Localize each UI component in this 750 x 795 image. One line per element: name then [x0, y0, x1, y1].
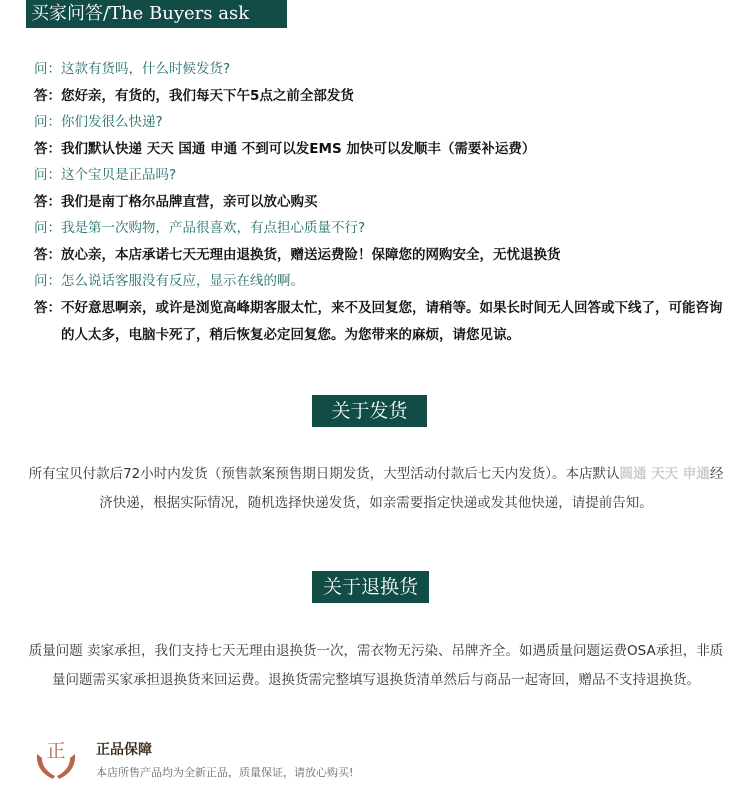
returns-paragraph	[26, 637, 726, 695]
faq-question	[34, 162, 734, 189]
answer-text: 放心亲，本店承诺七天无理由退换货，赠送运费险！保障您的网购安全，无忧退换货	[61, 246, 561, 263]
answer-prefix: 答：	[34, 299, 61, 316]
faq-question	[34, 56, 734, 83]
shipping-title-text: 关于发货	[331, 400, 408, 422]
question-prefix: 问：	[34, 61, 61, 77]
answer-prefix: 答：	[34, 140, 61, 157]
answer-prefix: 答：	[34, 87, 61, 104]
faq-answer	[34, 189, 734, 216]
guarantee-title: 正品保障	[96, 742, 152, 758]
faq-question	[34, 268, 734, 295]
shipping-paragraph	[26, 460, 726, 518]
question-prefix: 问：	[34, 167, 61, 183]
faq-answer	[34, 295, 734, 349]
answer-text: 您好亲，有货的，我们每天下午5点之前全部发货	[61, 87, 354, 104]
header-title: 买家问答/The Buyers ask	[31, 3, 250, 24]
answer-prefix: 答：	[34, 246, 61, 263]
answer-text: 我们是南丁格尔品牌直营，亲可以放心购买	[61, 193, 318, 210]
answer-prefix: 答：	[34, 193, 61, 210]
shipping-section-title	[312, 395, 427, 427]
returns-title-text: 关于退换货	[322, 576, 418, 598]
question-text: 这款有货吗，什么时候发货?	[61, 61, 231, 77]
answer-text: 我们默认快递 天天 国通 申通 不到可以发EMS 加快可以发顺丰（需要补运费）	[61, 140, 536, 157]
shipping-text-before: 所有宝贝付款后72小时内发货（预售款案预售期日期发货，大型活动付款后七天内发货）。本店默认	[28, 466, 620, 482]
question-prefix: 问：	[34, 114, 61, 130]
guarantee-description: 本店所售产品均为全新正品，质量保证，请放心购买!	[96, 766, 354, 779]
question-prefix: 问：	[34, 220, 61, 236]
question-text: 你们发很么快递?	[61, 114, 163, 130]
question-text: 这个宝贝是正品吗?	[61, 167, 177, 183]
returns-section-title	[312, 571, 429, 603]
returns-text: 质量问题 卖家承担，我们支持七天无理由退换货一次，需衣物无污染、吊牌齐全。如遇质量问题运费OSA承担，非质量问题需买家承担退换货来回运费。退换货需完整填写退换货清单然后与商品一起寄回，赠品不支持退换货。	[28, 643, 724, 688]
shipping-text-after: 经济快递，根据实际情况，随机选择快递发货，如亲需要指定快递或发其他快递，请提前告知。	[99, 466, 724, 511]
faq-list	[34, 56, 734, 349]
answer-text: 不好意思啊亲，或许是浏览高峰期客服太忙，来不及回复您，请稍等。如果长时间无人回答或下线了，可能咨询的人太多，电脑卡死了，稍后恢复必定回复您。为您带来的麻烦，请您见谅。	[61, 299, 723, 343]
genuine-guarantee-icon	[34, 736, 78, 782]
question-text: 我是第一次购物，产品很喜欢，有点担心质量不行?	[61, 220, 366, 236]
question-text: 怎么说话客服没有反应，显示在线的啊。	[61, 273, 304, 289]
courier-names: 圆通 天天 申通	[619, 466, 710, 482]
badge-char: 正	[46, 740, 66, 762]
faq-answer	[34, 136, 734, 163]
faq-question	[34, 109, 734, 136]
faq-question	[34, 215, 734, 242]
faq-answer	[34, 83, 734, 110]
faq-answer	[34, 242, 734, 269]
question-prefix: 问：	[34, 273, 61, 289]
section-header-buyers-ask	[26, 0, 287, 28]
